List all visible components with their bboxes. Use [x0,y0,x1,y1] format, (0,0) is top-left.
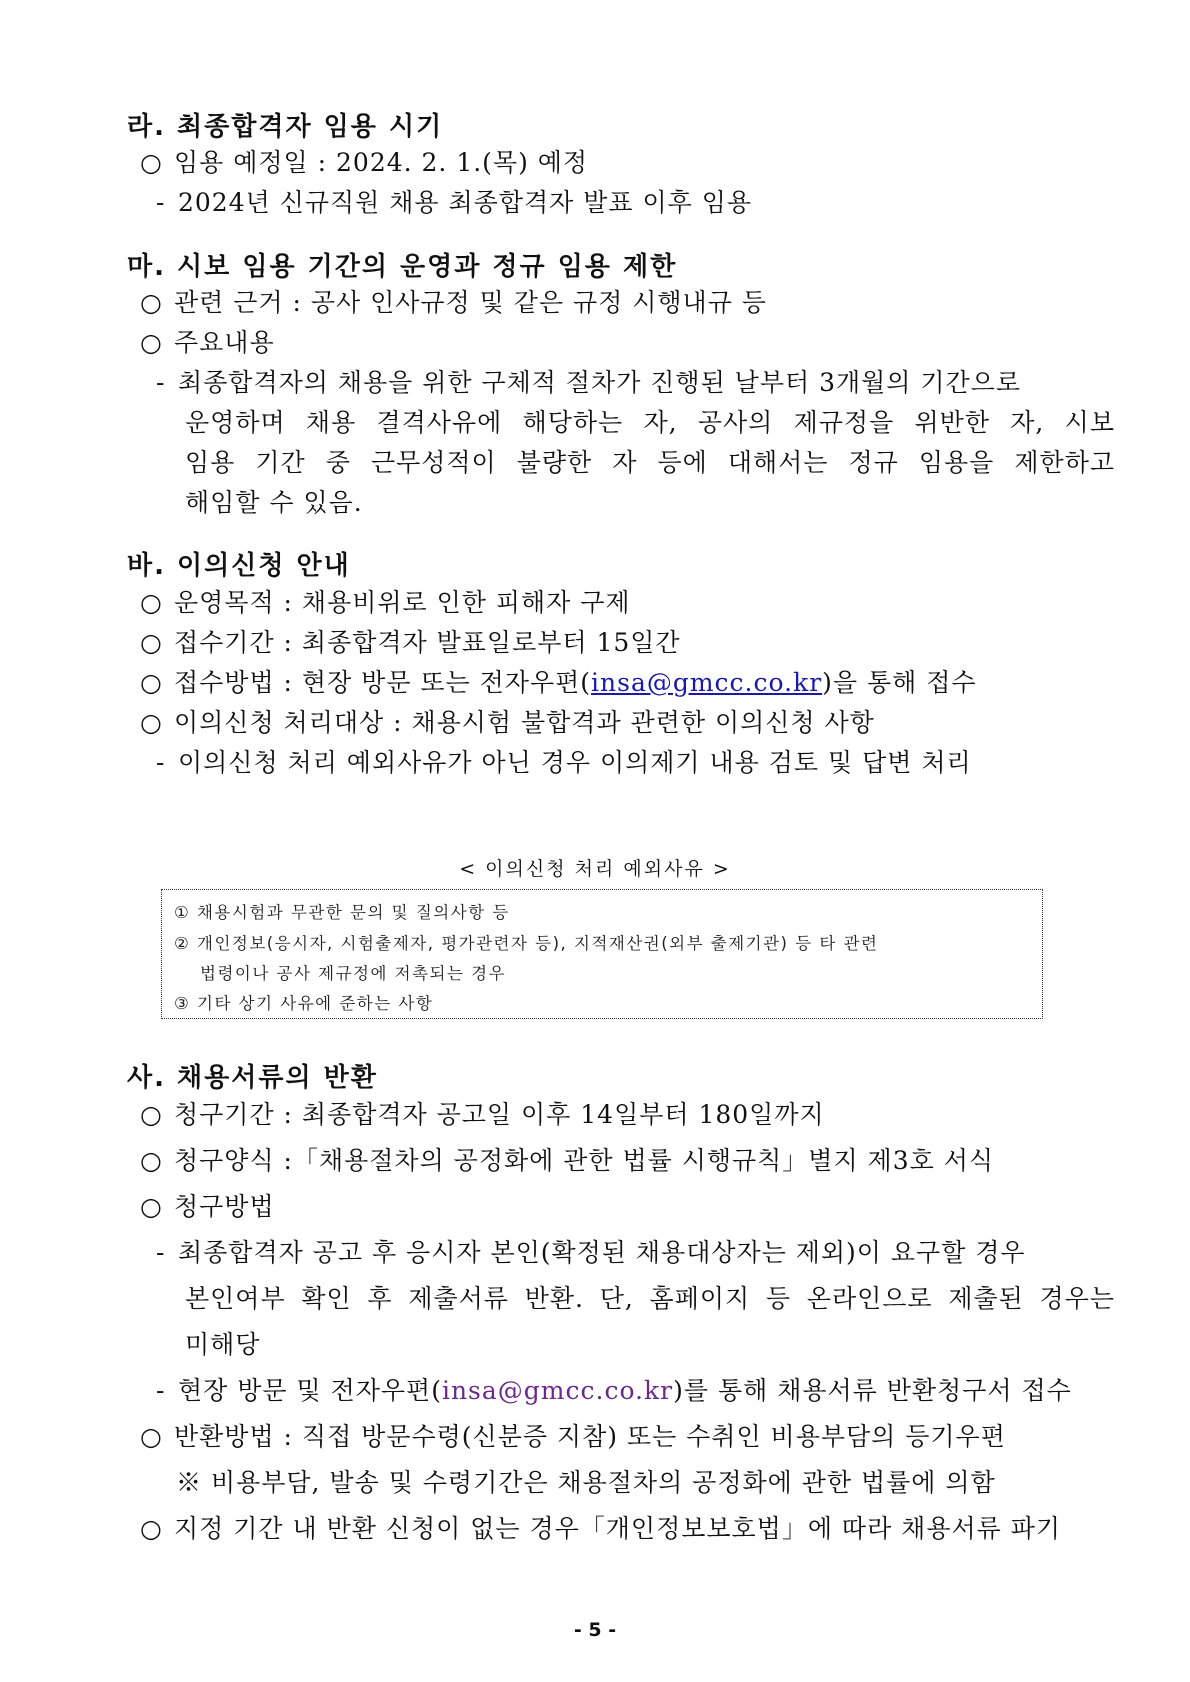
circle-bullet-icon: ○ [140,1422,163,1451]
exception-item: ② 개인정보(응시자, 시험출제자, 평가관련자 등), 지적재산권(외부 출제기관) 등 타 관련 [174,934,879,953]
bullet-line: ○ 임용 예정일 : 2024. 2. 1.(목) 예정 [140,148,589,177]
bullet-line: ○ 반환방법 : 직접 방문수령(신분증 지참) 또는 수취인 비용부담의 등기우편 [140,1422,1006,1451]
bullet-line: ○ 청구방법 [140,1192,275,1221]
bullet-line: ○ 이의신청 처리대상 : 채용시험 불합격과 관련한 이의신청 사항 [140,708,875,737]
circle-bullet-icon: ○ [140,628,163,657]
bullet-line: ○ 청구기간 : 최종합격자 공고일 이후 14일부터 180일까지 [140,1100,825,1129]
note-line: ※ 비용부담, 발송 및 수령기간은 채용절차의 공정화에 관한 법률에 의함 [176,1468,996,1497]
paragraph-line: 본인여부 확인 후 제출서류 반환. 단, 홈페이지 등 온라인으로 제출된 경우는 [185,1284,1115,1313]
paragraph-line: 미해당 [185,1330,261,1359]
dash-line: - 이의신청 처리 예외사유가 아닌 경우 이의제기 내용 검토 및 답변 처리 [156,748,972,777]
exception-box [161,889,1043,1019]
section-title-sa: 사. 채용서류의 반환 [127,1063,378,1093]
section-title-ba: 바. 이의신청 안내 [127,551,351,581]
bullet-line: ○ 지정 기간 내 반환 신청이 없는 경우「개인정보보호법」에 따라 채용서류 파기 [140,1514,1062,1543]
circle-bullet-icon: ○ [140,328,163,357]
paragraph-line: 운영하며 채용 결격사유에 해당하는 자, 공사의 제규정을 위반한 자, 시보 [185,408,1115,437]
section-title-ma: 마. 시보 임용 기간의 운영과 정규 임용 제한 [127,252,678,282]
circle-bullet-icon: ○ [140,1192,163,1221]
bullet-line: ○ 청구양식 :「채용절차의 공정화에 관한 법률 시행규칙」별지 제3호 서식 [140,1146,995,1175]
circle-bullet-icon: ○ [140,148,163,177]
circle-bullet-icon: ○ [140,1146,163,1175]
circle-bullet-icon: ○ [140,288,163,317]
email-link[interactable]: insa@gmcc.co.kr [441,1376,674,1405]
exception-item: ① 채용시험과 무관한 문의 및 질의사항 등 [174,903,510,922]
dash-line: - 현장 방문 및 전자우편(insa@gmcc.co.kr)를 통해 채용서류 반환청구서 접수 [156,1376,1072,1405]
bullet-line: ○ 주요내용 [140,328,275,357]
email-link[interactable]: insa@gmcc.co.kr [591,668,823,697]
circle-bullet-icon: ○ [140,708,163,737]
circle-bullet-icon: ○ [140,1514,163,1543]
exception-item: 법령이나 공사 제규정에 저촉되는 경우 [200,964,507,983]
page-number: - 5 - [573,1619,617,1641]
exception-item: ③ 기타 상기 사유에 준하는 사항 [174,994,434,1013]
bullet-line: ○ 접수기간 : 최종합격자 발표일로부터 15일간 [140,628,681,657]
circle-bullet-icon: ○ [140,1100,163,1129]
circle-bullet-icon: ○ [140,588,163,617]
dash-line: - 2024년 신규직원 채용 최종합격자 발표 이후 임용 [156,188,753,217]
paragraph-line: 해임할 수 있음. [185,488,363,517]
dash-line: - 최종합격자 공고 후 응시자 본인(확정된 채용대상자는 제외)이 요구할 경우 [156,1238,1026,1267]
bullet-line: ○ 운영목적 : 채용비위로 인한 피해자 구제 [140,588,631,617]
exception-caption: < 이의신청 처리 예외사유 > [459,858,731,880]
bullet-line: ○ 접수방법 : 현장 방문 또는 전자우편(insa@gmcc.co.kr)을 통해 접수 [140,668,977,697]
paragraph-line: 임용 기간 중 근무성적이 불량한 자 등에 대해서는 정규 임용을 제한하고 [185,448,1115,477]
dash-line: - 최종합격자의 채용을 위한 구체적 절차가 진행된 날부터 3개월의 기간으로 [156,368,1021,397]
circle-bullet-icon: ○ [140,668,163,697]
bullet-line: ○ 관련 근거 : 공사 인사규정 및 같은 규정 시행내규 등 [140,288,767,317]
section-title-ra: 라. 최종합격자 임용 시기 [127,112,444,142]
